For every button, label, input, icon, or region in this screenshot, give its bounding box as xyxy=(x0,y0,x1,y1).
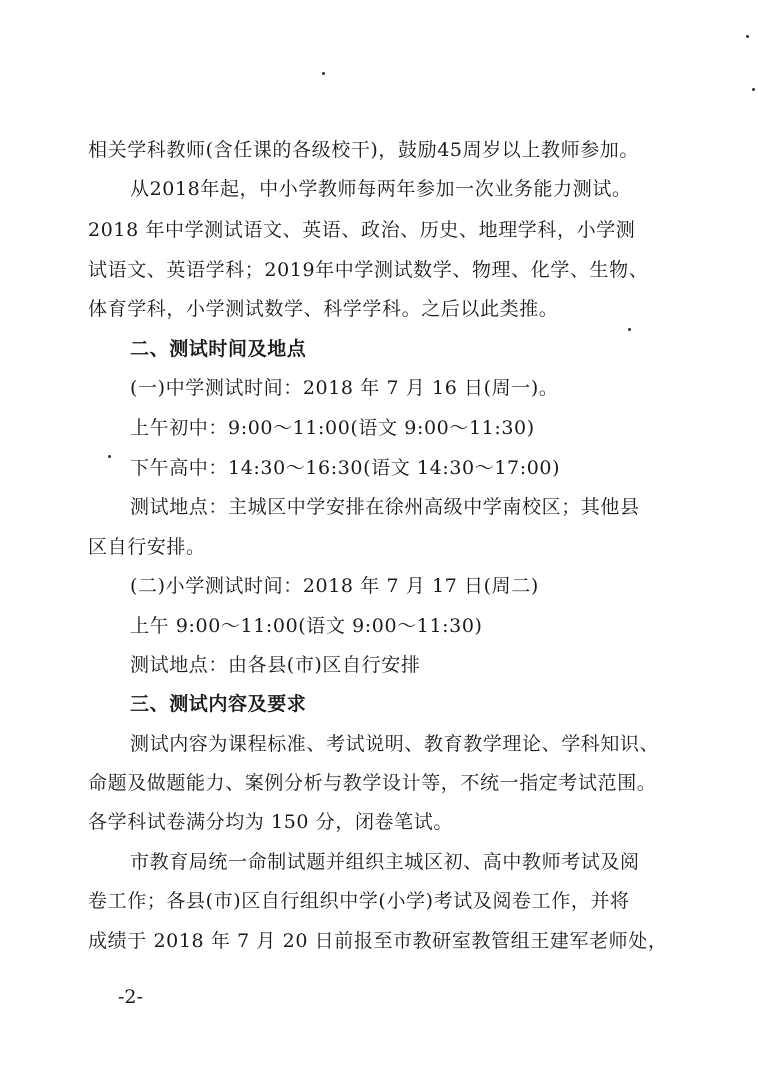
paragraph-line: 成绩于 2018 年 7 月 20 日前报至市教研室教管组王建军老师处， xyxy=(88,930,668,952)
paragraph-line: 测试内容为课程标准、考试说明、教育教学理论、学科知识、 xyxy=(130,733,660,755)
paragraph-line: 卷工作；各县(市)区自行组织中学(小学)考试及阅卷工作，并将 xyxy=(88,890,630,912)
section-heading: 三、测试内容及要求 xyxy=(130,693,307,715)
paragraph-line: 下午高中：14:30～16:30(语文 14:30～17:00) xyxy=(130,457,561,479)
paragraph-line: 从2018年起，中小学教师每两年参加一次业务能力测试。 xyxy=(130,178,632,200)
paragraph-line: (二)小学测试时间：2018 年 7 月 17 日(周二) xyxy=(130,575,539,597)
paragraph-line: 体育学科，小学测试数学、科学学科。之后以此类推。 xyxy=(88,298,559,320)
page-number: -2- xyxy=(118,986,143,1008)
paragraph-line: 上午初中：9:00～11:00(语文 9:00～11:30) xyxy=(130,417,535,439)
paragraph-line: 相关学科教师(含任课的各级校干)，鼓励45周岁以上教师参加。 xyxy=(88,139,640,161)
section-heading: 二、测试时间及地点 xyxy=(130,338,307,360)
paragraph-line: 区自行安排。 xyxy=(88,536,206,558)
scan-speck xyxy=(752,88,755,91)
paragraph-line: 各学科试卷满分均为 150 分，闭卷笔试。 xyxy=(88,811,453,833)
paragraph-line: 市教育局统一命制试题并组织主城区初、高中教师考试及阅 xyxy=(130,851,640,873)
paragraph-line: 上午 9:00～11:00(语文 9:00～11:30) xyxy=(130,615,483,637)
scan-speck xyxy=(746,35,749,38)
paragraph-line: 测试地点：主城区中学安排在徐州高级中学南校区；其他县 xyxy=(130,496,640,518)
scan-speck xyxy=(108,455,111,458)
paragraph-line: 2018 年中学测试语文、英语、政治、历史、地理学科，小学测 xyxy=(88,219,636,241)
paragraph-line: (一)中学测试时间：2018 年 7 月 16 日(周一)。 xyxy=(130,377,559,399)
paragraph-line: 命题及做题能力、案例分析与教学设计等，不统一指定考试范围。 xyxy=(88,772,657,794)
paragraph-line: 测试地点：由各县(市)区自行安排 xyxy=(130,654,421,676)
scan-speck xyxy=(322,72,325,75)
scan-speck xyxy=(628,328,631,331)
paragraph-line: 试语文、英语学科；2019年中学测试数学、物理、化学、生物、 xyxy=(88,259,649,281)
